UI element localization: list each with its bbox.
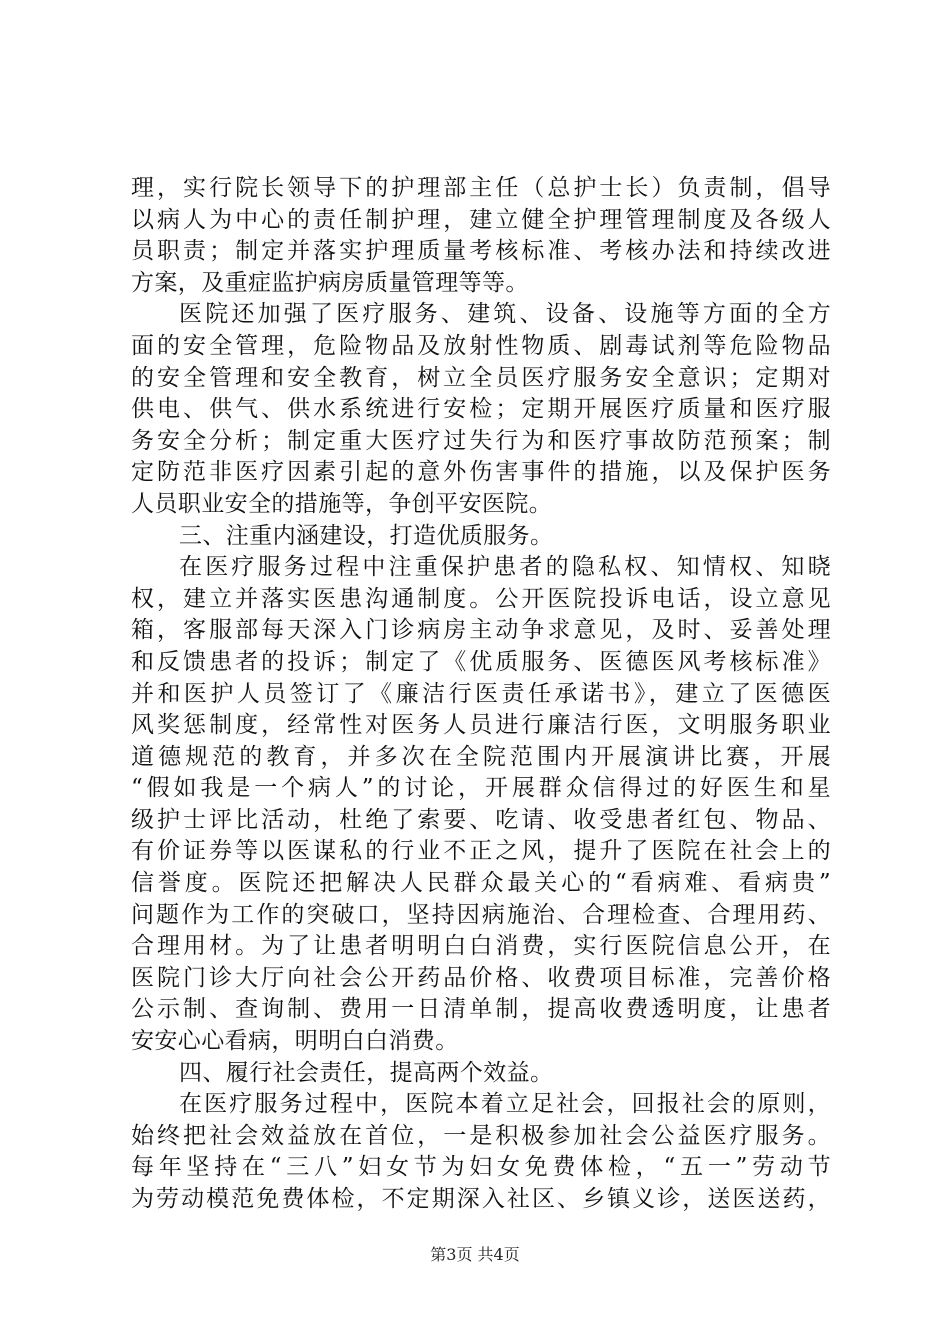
text-line: 风奖惩制度，经常性对医务人员进行廉洁行医，文明服务职业 — [131, 712, 831, 739]
text-line: 并和医护人员签订了《廉洁行医责任承诺书》，建立了医德医 — [131, 680, 831, 707]
text-line: 在医疗服务过程中注重保护患者的隐私权、知情权、知晓 — [179, 554, 831, 581]
text-line: 每年坚持在“三八”妇女节为妇女免费体检，“五一”劳动节 — [131, 1154, 831, 1181]
text-line: 和反馈患者的投诉；制定了《优质服务、医德医风考核标准》 — [131, 648, 831, 675]
page-footer: 第3页 共4页 — [430, 1245, 520, 1264]
text-line: 面的安全管理，危险物品及放射性物质、剧毒试剂等危险物品 — [131, 332, 831, 359]
text-line: 在医疗服务过程中，医院本着立足社会，回报社会的原则， — [179, 1091, 831, 1118]
text-line: 方案，及重症监护病房质量管理等等。 — [131, 269, 529, 296]
text-line: 供电、供气、供水系统进行安检；定期开展医疗质量和医疗服 — [131, 396, 831, 423]
text-line: 安安心心看病，明明白白消费。 — [131, 1028, 459, 1055]
text-line: 道德规范的教育，并多次在全院范围内开展演讲比赛，开展 — [131, 743, 831, 770]
text-line: 公示制、查询制、费用一日清单制，提高收费透明度，让患者 — [131, 996, 831, 1023]
text-line: 信誉度。医院还把解决人民群众最关心的“看病难、看病贵” — [131, 870, 831, 897]
text-line: “假如我是一个病人”的讨论，开展群众信得过的好医生和星 — [131, 775, 831, 802]
text-line: 始终把社会效益放在首位，一是积极参加社会公益医疗服务。 — [131, 1122, 831, 1149]
body-text — [131, 173, 831, 1216]
text-line: 医院还加强了医疗服务、建筑、设备、设施等方面的全方 — [179, 301, 831, 328]
text-line: 理，实行院长领导下的护理部主任（总护士长）负责制，倡导 — [131, 175, 831, 201]
text-line: 箱，客服部每天深入门诊病房主动争求意见，及时、妥善处理 — [131, 617, 831, 644]
text-line: 四、履行社会责任，提高两个效益。 — [179, 1059, 554, 1086]
text-line: 合理用材。为了让患者明明白白消费，实行医院信息公开，在 — [131, 933, 831, 960]
text-line: 问题作为工作的突破口，坚持因病施治、合理检查、合理用药、 — [131, 901, 831, 928]
text-line: 为劳动模范免费体检，不定期深入社区、乡镇义诊，送医送药， — [131, 1186, 831, 1212]
text-line: 人员职业安全的措施等，争创平安医院。 — [131, 490, 553, 517]
text-line: 医院门诊大厅向社会公开药品价格、收费项目标准，完善价格 — [131, 964, 831, 991]
text-line: 以病人为中心的责任制护理，建立健全护理管理制度及各级人 — [131, 206, 831, 233]
text-line: 有价证券等以医谋私的行业不正之风，提升了医院在社会上的 — [131, 838, 831, 865]
text-line: 定防范非医疗因素引起的意外伤害事件的措施，以及保护医务 — [131, 459, 831, 486]
text-line: 级护士评比活动，杜绝了索要、吃请、收受患者红包、物品、 — [131, 806, 831, 833]
text-line: 员职责；制定并落实护理质量考核标准、考核办法和持续改进 — [131, 238, 831, 265]
text-line: 权，建立并落实医患沟通制度。公开医院投诉电话，设立意见 — [131, 585, 831, 612]
text-line: 三、注重内涵建设，打造优质服务。 — [179, 522, 554, 549]
text-line: 的安全管理和安全教育，树立全员医疗服务安全意识；定期对 — [131, 364, 831, 391]
text-line: 务安全分析；制定重大医疗过失行为和医疗事故防范预案；制 — [131, 427, 831, 454]
